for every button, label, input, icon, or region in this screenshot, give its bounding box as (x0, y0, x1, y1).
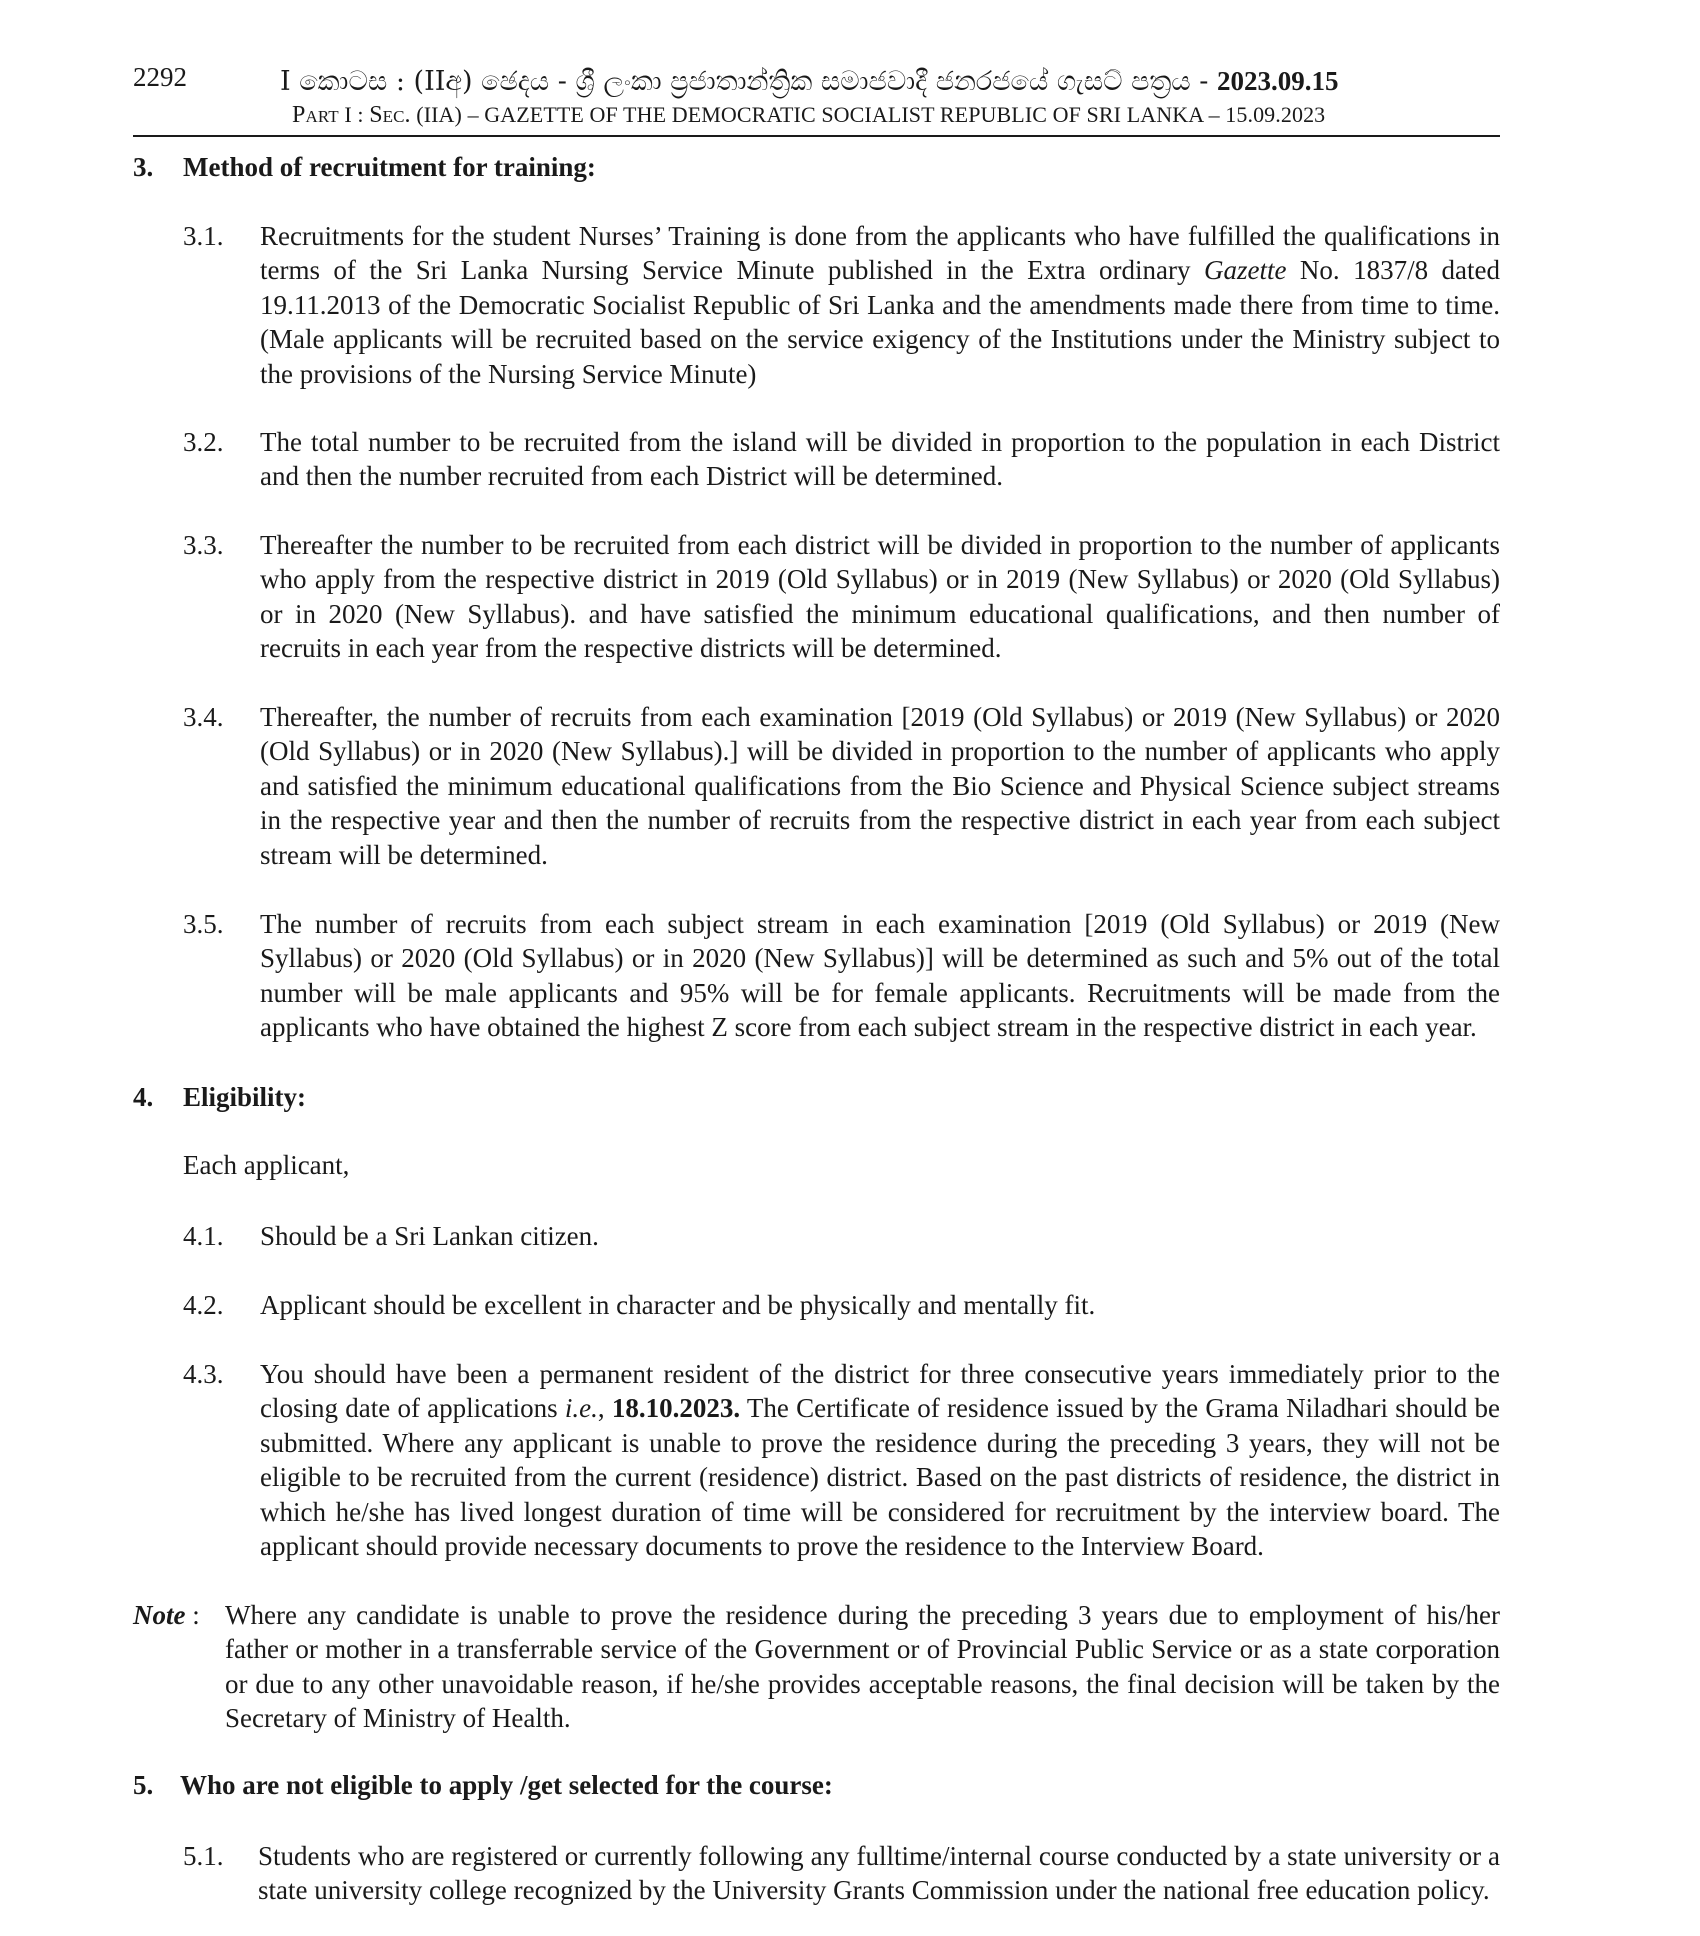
paragraph-3-1-italic: Gazette (1203, 255, 1287, 286)
section-3-title: Method of recruitment for training: (183, 152, 596, 182)
closing-date: 18.10.2023. (611, 1393, 741, 1424)
section-4-number: 4. (133, 1082, 154, 1112)
paragraph-3-1-text (260, 219, 1500, 391)
paragraph-4-1-label: 4.1. (183, 1221, 224, 1251)
paragraph-3-5-label: 3.5. (183, 909, 224, 939)
note-label-text: Note (133, 1600, 186, 1630)
paragraph-3-2-label: 3.2. (183, 427, 224, 457)
section-5-heading (133, 1770, 833, 1801)
paragraph-4-3-text-a: You should have been a permanent resident of the district for three consecutive years immediately prior to the closing date of applications (260, 1359, 1500, 1424)
paragraph-3-3-text: Thereafter the number to be recruited from each district will be divided in proportion to the number of applicants who apply from the respective district in 2019 (Old Syllabus) or in 2019 (New Syllabus) or 2020 (Old Syllabus) or in 2020 (New Syllabus). and have satisfied the minimum educational qualifications, and then number of recruits in each year from the respective districts will be determined. (260, 530, 1500, 664)
paragraph-4-2-text: Applicant should be excellent in character and be physically and mentally fit. (260, 1290, 1096, 1320)
section-4-title: Eligibility: (183, 1082, 307, 1112)
paragraph-4-2-label: 4.2. (183, 1290, 224, 1320)
paragraph-4-1-text: Should be a Sri Lankan citizen. (260, 1221, 599, 1251)
page-number: 2292 (133, 62, 187, 92)
paragraph-5-1-label: 5.1. (183, 1841, 224, 1871)
section-5-title: Who are not eligible to apply /get selected for the course: (180, 1770, 833, 1800)
paragraph-3-3-label: 3.3. (183, 530, 224, 560)
paragraph-4-3-label: 4.3. (183, 1359, 224, 1389)
section-3-heading (133, 152, 596, 183)
eligibility-intro: Each applicant, (183, 1150, 350, 1180)
paragraph-4-3-text (260, 1357, 1500, 1563)
header-divider (133, 135, 1500, 137)
paragraph-4-3-italic: i.e. (564, 1393, 598, 1424)
paragraph-3-1-label: 3.1. (183, 221, 224, 251)
paragraph-4-3-text-b: The Certificate of residence issued by the Grama Niladhari should be submitted. Where any applicant is unable to prove the residence during the preceding 3 years, they will not be eligible to be recruited from the current (residence) district. Based on the past districts of residence, the district in which he/she has lived longest duration of time will be considered for recruitment by the interview board. The applicant should provide necessary documents to prove the residence to the Interview Board. (260, 1393, 1501, 1562)
paragraph-4-3-text-mid: , (597, 1393, 612, 1424)
section-5-number: 5. (133, 1770, 154, 1800)
note-label-colon: : (185, 1600, 200, 1630)
header-sinhala-text: I කොටස : (IIඅ) ඡෙදය - ශ්‍රී ලංකා ප්‍රජාතාන්ත්‍රික සමාජවාදී ජනරජයේ ගැසට් පත්‍රය - (280, 66, 1218, 97)
paragraph-5-1-text: Students who are registered or currently following any fulltime/internal course conducted by a state university or a state university college recognized by the University Grants Commission under the national free education policy. (258, 1841, 1500, 1906)
section-3-number: 3. (133, 152, 154, 182)
note-text: Where any candidate is unable to prove the residence during the preceding 3 years due to employment of his/her father or mother in a transferrable service of the Government or of Provincial Public Service or as a state corporation or due to any other unavoidable reason, if he/she provides acceptable reasons, the final decision will be taken by the Secretary of Ministry of Health. (225, 1600, 1500, 1734)
header-sinhala-date: 2023.09.15 (1217, 66, 1339, 96)
header-english-title (292, 102, 1325, 129)
note-label (133, 1598, 200, 1632)
header-part-label: Part (292, 102, 339, 128)
header-english-text: (IIA) – GAZETTE OF THE DEMOCRATIC SOCIALIST REPUBLIC OF SRI LANKA – 15.09.2023 (410, 102, 1326, 127)
header-part-number: I : (338, 102, 370, 127)
paragraph-3-5-text: The number of recruits from each subject stream in each examination [2019 (Old Syllabus) or 2019 (New Syllabus) or 2020 (Old Syllabus) or in 2020 (New Syllabus)] will be determined as such and 5% out of the total number will be male applicants and 95% will be for female applicants. Recruitments will be made from the applicants who have obtained the highest Z score from each subject stream in the respective district in each year. (260, 909, 1500, 1043)
paragraph-3-1-text-a: Recruitments for the student Nurses’ Training is done from the applicants who have fulfilled the qualifications in terms of the Sri Lanka Nursing Service Minute published in the Extra ordinary (260, 221, 1500, 286)
paragraph-3-4-label: 3.4. (183, 702, 224, 732)
paragraph-3-1-text-b: No. 1837/8 dated 19.11.2013 of the Democratic Socialist Republic of Sri Lanka and the amendments made there from time to time. (Male applicants will be recruited based on the service exigency of the Institutions under the Ministry subject to the provisions of the Nursing Service Minute) (260, 255, 1500, 389)
paragraph-3-2-text: The total number to be recruited from the island will be divided in proportion to the population in each District and then the number recruited from each District will be determined. (260, 427, 1500, 492)
header-sinhala-title (280, 66, 1460, 98)
paragraph-3-4-text: Thereafter, the number of recruits from each examination [2019 (Old Syllabus) or 2019 (New Syllabus) or 2020 (Old Syllabus) or in 2020 (New Syllabus).] will be divided in proportion to the number of applicants who apply and satisfied the minimum educational qualifications from the Bio Science and Physical Science subject streams in the respective year and then the number of recruits from the respective district in each year from each subject stream will be determined. (260, 702, 1500, 870)
section-4-heading (133, 1082, 306, 1113)
header-sec-label: Sec. (369, 102, 411, 128)
